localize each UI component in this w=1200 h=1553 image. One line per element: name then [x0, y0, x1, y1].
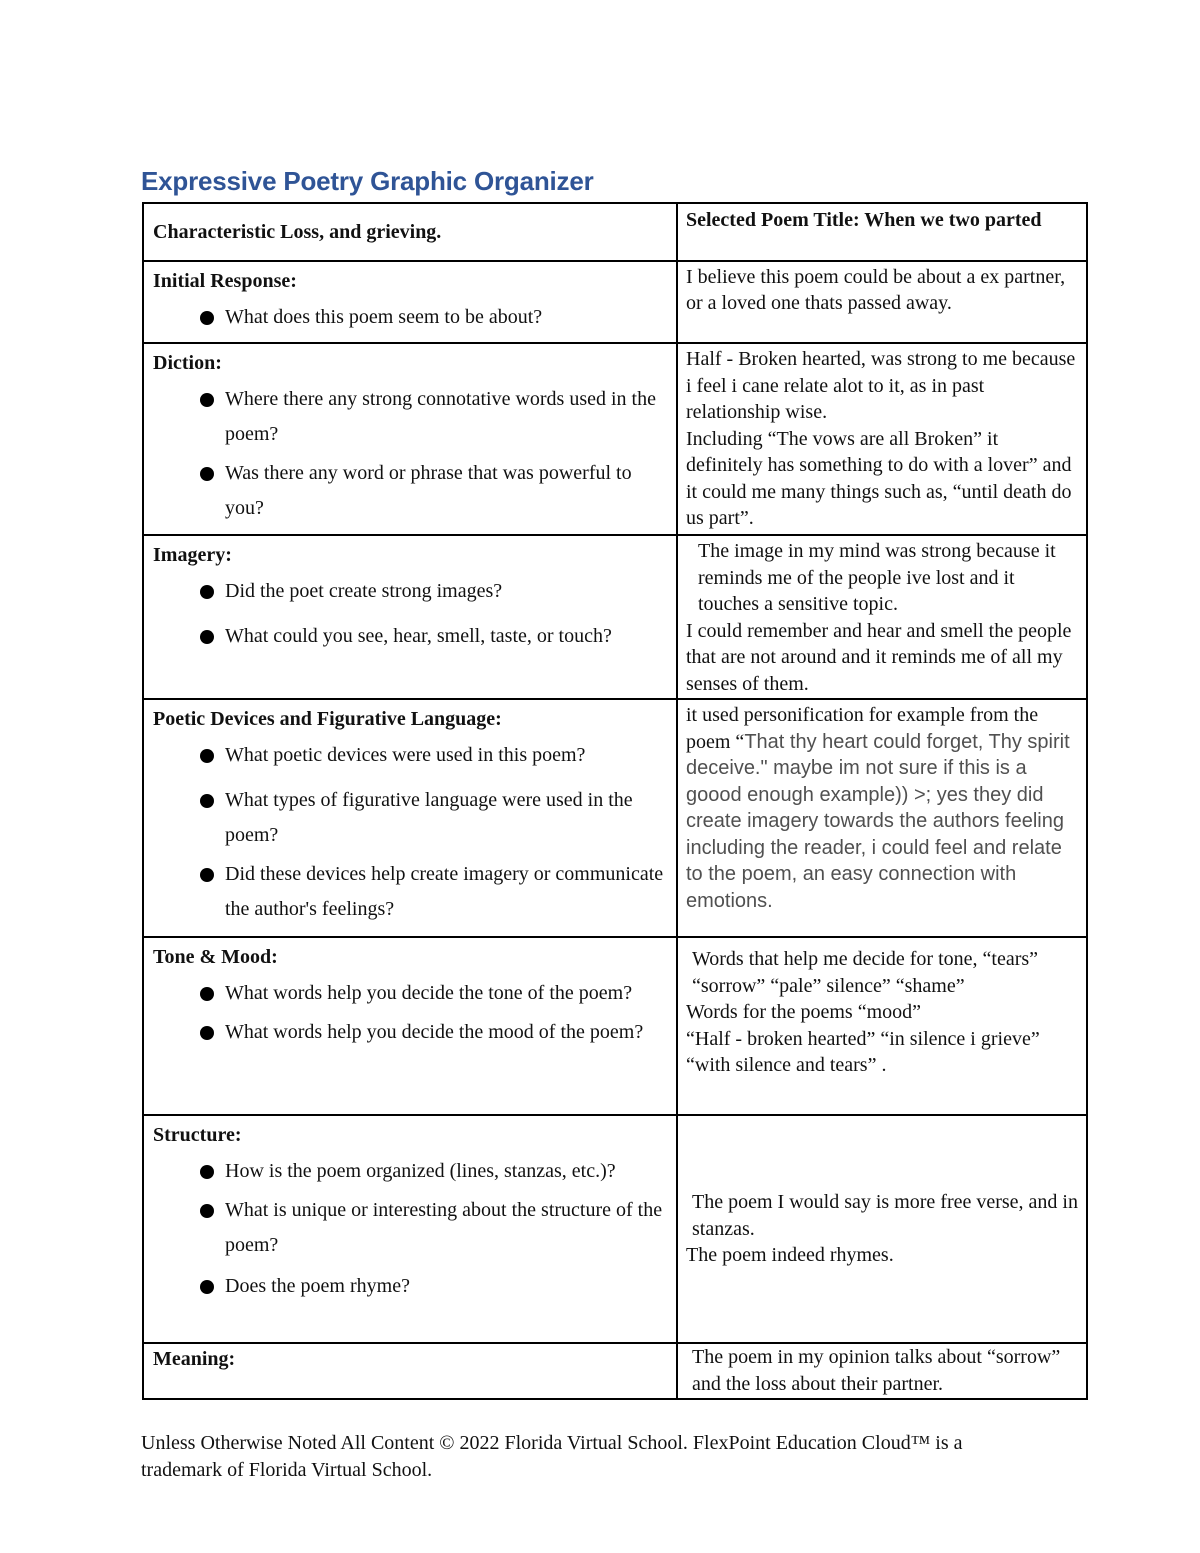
answer-text: The poem indeed rhymes. — [686, 1244, 894, 1267]
bullet-icon — [200, 1280, 214, 1294]
bullet-icon — [200, 585, 214, 599]
list-item: Did these devices help create imagery or communicate the author's feelings? — [153, 857, 668, 927]
list-item: Was there any word or phrase that was powerful to you? — [153, 456, 668, 526]
table-row — [143, 535, 1087, 699]
poem-title-label: Selected Poem Title: When we two parted — [686, 209, 1042, 231]
answer-text: I believe this poem could be about a ex partner, or a loved one thats passed away. — [686, 266, 1066, 314]
bullet-icon — [200, 749, 214, 763]
list-item: What words help you decide the tone of the poem? — [153, 976, 668, 1011]
bullet-icon — [200, 630, 214, 644]
row-heading: Initial Response: — [153, 270, 297, 292]
row-heading: Poetic Devices and Figurative Language: — [153, 708, 502, 730]
answer-text: Words for the poems “mood” — [686, 1001, 921, 1023]
table-row — [143, 937, 1087, 1115]
row-heading: Tone & Mood: — [153, 946, 278, 968]
row-heading: Structure: — [153, 1124, 242, 1146]
answer-text: Half - Broken hearted, was strong to me because i feel i cane relate alot to it, as in past relationship wise. — [686, 348, 1076, 423]
list-item: What poetic devices were used in this poem? — [153, 738, 668, 773]
bullet-icon — [200, 467, 214, 481]
bullet-icon — [200, 393, 214, 407]
list-item: Where there any strong connotative words used in the poem? — [153, 382, 668, 452]
list-item: How is the poem organized (lines, stanzas, etc.)? — [153, 1154, 668, 1189]
bullet-icon — [200, 794, 214, 808]
bullet-icon — [200, 868, 214, 882]
list-item: What types of figurative language were used in the poem? — [153, 783, 668, 853]
bullet-icon — [200, 311, 214, 325]
bullet-icon — [200, 1026, 214, 1040]
table-row — [143, 699, 1087, 937]
answer-text: Words that help me decide for tone, “tears” “sorrow” “pale” silence” “shame” — [692, 948, 1039, 997]
table-row — [143, 261, 1087, 343]
row-heading: Meaning: — [153, 1348, 236, 1370]
answer-text: “Half - broken hearted” “in silence i grieve” “with silence and tears” . — [686, 1027, 1040, 1076]
answer-text: The image in my mind was strong because it reminds me of the people ive lost and it touches a sensitive topic. — [698, 540, 1056, 615]
table-row — [143, 1343, 1087, 1399]
table-row — [143, 1115, 1087, 1343]
table-row — [143, 343, 1087, 535]
answer-text: it used personification for example from the poem “That thy heart could forget, Thy spirit deceive." maybe im not sure if this is a goood enough example)) >; yes they did create imagery towards the authors feeling including the reader, i could feel and relate to the poem, an easy connection with emotions. — [686, 704, 1070, 912]
answer-text: The poem I would say is more free verse, and in stanzas. — [692, 1191, 1078, 1240]
list-item: What does this poem seem to be about? — [153, 300, 668, 335]
answer-text: Including “The vows are all Broken” it definitely has something to do with a lover” and it could me many things such as, “until death do us part”. — [686, 427, 1072, 529]
list-item: What could you see, hear, smell, taste, or touch? — [153, 619, 668, 654]
answer-text: The poem in my opinion talks about “sorrow” and the loss about their partner. — [692, 1346, 1061, 1395]
graphic-organizer-table — [142, 202, 1088, 1400]
list-item: What words help you decide the mood of the poem? — [153, 1015, 668, 1050]
characteristic-label: Characteristic Loss, and grieving. — [153, 221, 442, 243]
copyright-footer: Unless Otherwise Noted All Content © 2022 Florida Virtual School. FlexPoint Education Cloud™ is a trademark of Florida Virtual School. — [141, 1432, 963, 1481]
page-title: Expressive Poetry Graphic Organizer — [141, 166, 594, 196]
list-item: What is unique or interesting about the structure of the poem? — [153, 1193, 668, 1263]
list-item: Does the poem rhyme? — [153, 1269, 668, 1304]
row-heading: Imagery: — [153, 544, 232, 566]
row-heading: Diction: — [153, 352, 222, 374]
bullet-icon — [200, 1165, 214, 1179]
bullet-icon — [200, 1204, 214, 1218]
bullet-icon — [200, 987, 214, 1001]
answer-text: I could remember and hear and smell the people that are not around and it reminds me of all my senses of them. — [686, 619, 1072, 695]
header-row — [143, 203, 1087, 261]
list-item: Did the poet create strong images? — [153, 574, 668, 609]
